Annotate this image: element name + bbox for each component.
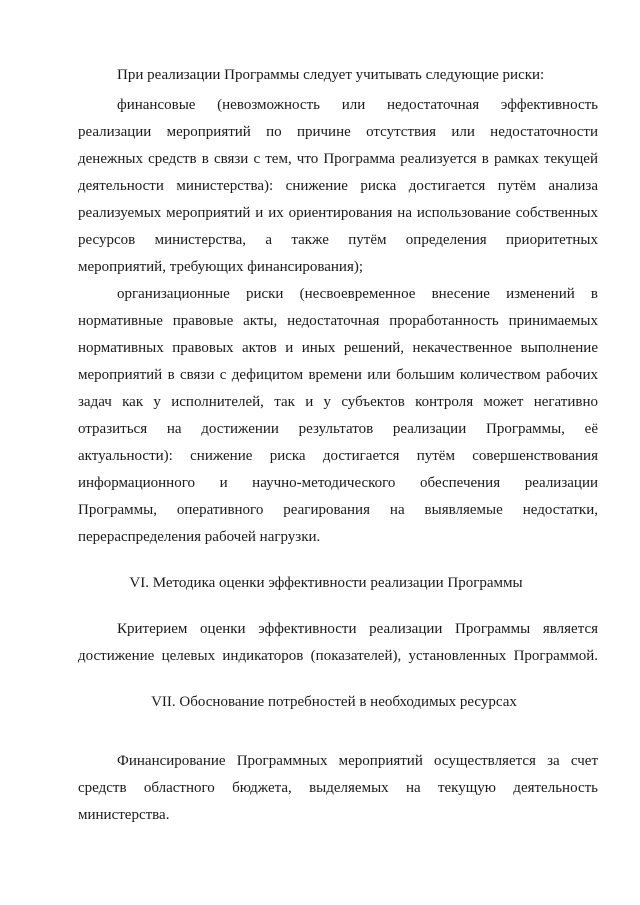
financial-risk-line: ресурсов министерства, а также путём определения приоритетных [78,232,598,248]
risks-intro: При реализации Программы следует учитывать следующие риски: [117,67,545,83]
financial-risk-line: реализуемых мероприятий и их ориентирования на использование собственных [78,205,598,221]
organizational-risk-line: Программы, оперативного реагирования на выявляемые недостатки, [78,502,598,518]
section-heading: VII. Обоснование потребностей в необходимых ресурсах [151,694,517,710]
organizational-risk-line: актуальности): снижение риска достигается путём совершенствования [78,448,598,464]
organizational-risk-line: перераспределения рабочей нагрузки. [78,529,321,545]
section-heading: VI. Методика оценки эффективности реализации Программы [129,575,523,591]
organizational-risk-line: нормативных правовых актов и иных решений, некачественное выполнение [78,340,598,356]
financial-risk-line: деятельности министерства): снижение риска достигается путём анализа [78,178,598,194]
organizational-risk-line: информационного и научно-методического обеспечения реализации [78,475,598,491]
financial-risk-line: денежных средств в связи с тем, что Программа реализуется в рамках текущей [78,151,598,167]
organizational-risk-line: задач как у исполнителей, так и у субъектов контроля может негативно [78,394,598,410]
financial-risk-line: финансовые (невозможность или недостаточная эффективность [117,97,598,113]
organizational-risk-line: нормативные правовые акты, недостаточная проработанность принимаемых [78,313,598,329]
financial-risk-line: реализации мероприятий по причине отсутствия или недостаточности [78,124,598,140]
organizational-risk-line: отразиться на достижении результатов реализации Программы, её [78,421,598,437]
section6-text-line: Критерием оценки эффективности реализации Программы является [117,621,598,637]
organizational-risk-line: организационные риски (несвоевременное внесение изменений в [117,286,598,302]
section6-text-line: достижение целевых индикаторов (показателей), установленных Программой. [78,648,598,664]
section7-text-line: средств областного бюджета, выделяемых на текущую деятельность [78,780,598,796]
financial-risk-line: мероприятий, требующих финансирования); [78,259,364,275]
section7-text-line: Финансирование Программных мероприятий осуществляется за счет [117,753,598,769]
section7-text-line: министерства. [78,807,170,823]
organizational-risk-line: мероприятий в связи с дефицитом времени или большим количеством рабочих [78,367,598,383]
